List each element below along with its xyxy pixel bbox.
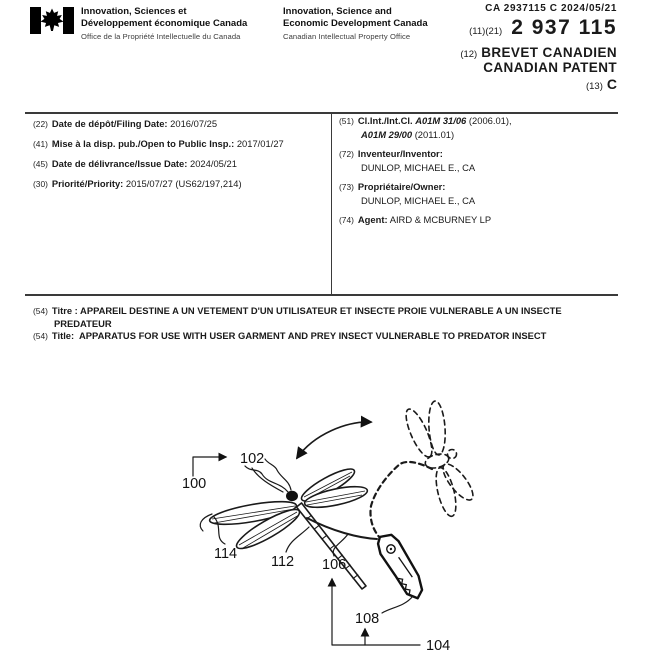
ref-112-leader xyxy=(286,527,309,552)
inid-code-41: (41) xyxy=(33,139,48,149)
patent-number: 2 937 115 xyxy=(511,16,617,39)
bottom-rule xyxy=(25,294,618,296)
ref-108-label: 108 xyxy=(355,611,380,627)
ipc-version-1: (2006.01), xyxy=(468,115,512,126)
kind-code-row xyxy=(586,76,617,94)
title-en-label: Title: xyxy=(51,330,75,342)
open-to-public-label: Mise à la disp. pub./Open to Public Insp.: xyxy=(51,138,235,149)
inid-code-72: (72) xyxy=(339,149,354,159)
issuer-en-name-line2: Economic Development Canada xyxy=(283,17,428,29)
ipc-class-1: A01M 31/06 xyxy=(415,115,467,126)
filing-date-label: Date de dépôt/Filing Date: xyxy=(51,118,168,129)
owner-block xyxy=(339,180,624,207)
clip-body xyxy=(373,530,428,603)
predator-head xyxy=(448,450,457,459)
kind-code: C xyxy=(606,76,617,92)
issue-date-row xyxy=(33,154,325,174)
predator-dragonfly-drawing xyxy=(370,401,477,538)
doc-type-french: BREVET CANADIEN xyxy=(481,45,617,60)
inventor-value: DUNLOP, MICHAEL E., CA xyxy=(361,162,476,173)
antenna xyxy=(245,466,288,492)
predator-wing xyxy=(401,406,437,460)
inid-code-74: (74) xyxy=(339,215,354,225)
predator-wing xyxy=(427,401,447,456)
inid-code-73: (73) xyxy=(339,182,354,192)
ref-100-label: 100 xyxy=(182,476,207,492)
issuer-english xyxy=(283,6,463,41)
inid-code-12: (12) xyxy=(460,49,478,60)
issuer-fr-office: Office de la Propriété Intellectuelle du Canada xyxy=(81,32,241,41)
inid-code-22: (22) xyxy=(33,119,48,129)
biblio-left-column xyxy=(33,114,325,194)
priority-value: 2015/07/27 (US62/197,214) xyxy=(125,178,242,189)
priority-row xyxy=(33,174,325,194)
inid-code-51: (51) xyxy=(339,116,354,126)
canada-flag-icon xyxy=(30,7,74,34)
ref-106-label: 106 xyxy=(322,557,347,573)
issue-date-value: 2024/05/21 xyxy=(190,158,237,169)
inventor-block xyxy=(339,147,624,174)
inid-codes-11-21: (11)(21) xyxy=(469,26,503,37)
document-id: CA 2937115 C 2024/05/21 xyxy=(485,3,617,14)
inventor-label: Inventeur/Inventor: xyxy=(357,148,443,159)
issue-date-label: Date de délivrance/Issue Date: xyxy=(51,158,188,169)
priority-label: Priorité/Priority: xyxy=(51,178,124,189)
ipc-class-2: A01M 29/00 xyxy=(361,129,413,140)
inid-code-54-fr: (54) xyxy=(33,306,48,316)
doc-type-english: CANADIAN PATENT xyxy=(483,60,617,75)
title-en-text: APPARATUS FOR USE WITH USER GARMENT AND PREY INSECT VULNERABLE TO PREDATOR INSECT xyxy=(79,330,547,342)
inid-code-30: (30) xyxy=(33,179,48,189)
inid-code-13: (13) xyxy=(585,81,603,92)
issuer-fr-name-line1: Innovation, Sciences et xyxy=(81,6,187,17)
ipc-block xyxy=(339,114,624,141)
filing-date-row xyxy=(33,114,325,134)
filing-date-value: 2016/07/25 xyxy=(170,118,218,129)
patent-figure xyxy=(0,388,654,669)
owner-label: Propriétaire/Owner: xyxy=(357,181,446,192)
owner-value: DUNLOP, MICHAEL E., CA xyxy=(361,195,476,206)
title-block xyxy=(33,305,625,343)
patent-number-row xyxy=(469,16,617,40)
issuer-french xyxy=(81,6,276,41)
inid-code-54-en: (54) xyxy=(33,331,48,342)
agent-value: AIRD & MCBURNEY LP xyxy=(389,214,492,225)
ref-108-leader xyxy=(382,596,413,613)
predator-flight-path xyxy=(370,462,432,538)
inid-code-45: (45) xyxy=(33,159,48,169)
title-fr-line2: PREDATEUR xyxy=(54,317,112,329)
predator-wing xyxy=(438,460,478,505)
issuer-en-name-line1: Innovation, Science and xyxy=(283,6,392,17)
agent-block xyxy=(339,213,624,227)
ref-114-label: 114 xyxy=(214,546,238,562)
garment-clip-drawing xyxy=(373,530,428,603)
title-fr-line1 xyxy=(33,305,625,318)
open-to-public-value: 2017/01/27 xyxy=(236,138,284,149)
doc-type-en-row xyxy=(483,60,617,75)
ref-102-label: 102 xyxy=(240,451,265,467)
title-fr-label: Titre : xyxy=(51,305,78,316)
ref-112-label: 112 xyxy=(271,554,295,570)
column-divider-rule xyxy=(331,112,332,295)
issuer-en-office: Canadian Intellectual Property Office xyxy=(283,32,411,41)
ref-100-arrow xyxy=(193,457,226,476)
motion-double-arrow xyxy=(297,422,371,458)
ref-104-label: 104 xyxy=(426,638,451,654)
title-fr-text: APPAREIL DESTINE A UN VETEMENT D'UN UTILISATEUR ET INSECTE PROIE VULNERABLE A UN INSECTE xyxy=(80,305,562,316)
open-to-public-row xyxy=(33,134,325,154)
ipc-label: Cl.Int./Int.Cl. xyxy=(357,115,413,126)
biblio-right-column xyxy=(339,114,624,233)
title-en-line xyxy=(33,330,625,343)
issuer-fr-name-line2: Développement économique Canada xyxy=(81,17,248,29)
ipc-version-2: (2011.01) xyxy=(414,129,455,140)
agent-label: Agent: xyxy=(357,214,388,225)
